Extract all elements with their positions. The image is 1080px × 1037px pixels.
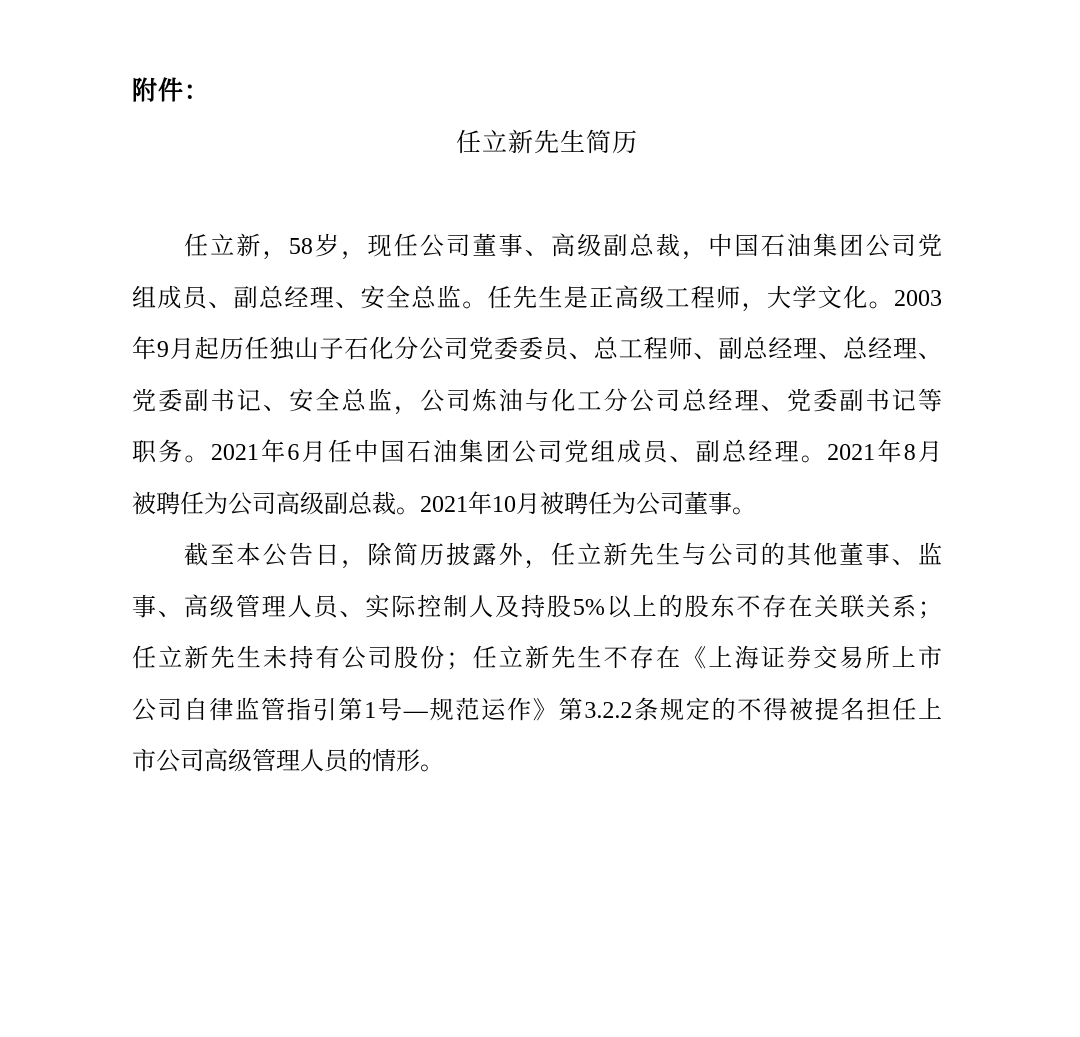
text-line: 年9月起历任独山子石化分公司党委委员、总工程师、副总经理、总经理、 [132, 337, 942, 363]
text-line: 市公司高级管理人员的情形。 [132, 749, 444, 775]
text-line: 任立新，58岁，现任公司董事、高级副总裁，中国石油集团公司党 [184, 234, 942, 260]
text-line: 事、高级管理人员、实际控制人及持股5%以上的股东不存在关联关系； [132, 594, 942, 621]
document-title: 任立新先生简历 [455, 130, 638, 157]
text-line: 公司自律监管指引第1号—规范运作》第3.2.2条规定的不得被提名担任上 [132, 697, 942, 724]
text-line: 任立新先生未持有公司股份；任立新先生不存在《上海证券交易所上市 [132, 646, 942, 672]
text-line: 截至本公告日，除简历披露外，任立新先生与公司的其他董事、监 [184, 543, 942, 569]
text-line: 党委副书记、安全总监，公司炼油与化工分公司总经理、党委副书记等 [132, 388, 942, 415]
paragraph-biography [132, 222, 942, 531]
text-line: 被聘任为公司高级副总裁。2021年10月被聘任为公司董事。 [132, 491, 756, 518]
text-line: 组成员、副总经理、安全总监。任先生是正高级工程师，大学文化。2003 [132, 285, 942, 312]
paragraph-disclosure [132, 531, 942, 789]
text-line: 职务。2021年6月任中国石油集团公司党组成员、副总经理。2021年8月 [132, 440, 942, 466]
attachment-label: 附件： [132, 78, 211, 105]
document-body [132, 222, 942, 789]
